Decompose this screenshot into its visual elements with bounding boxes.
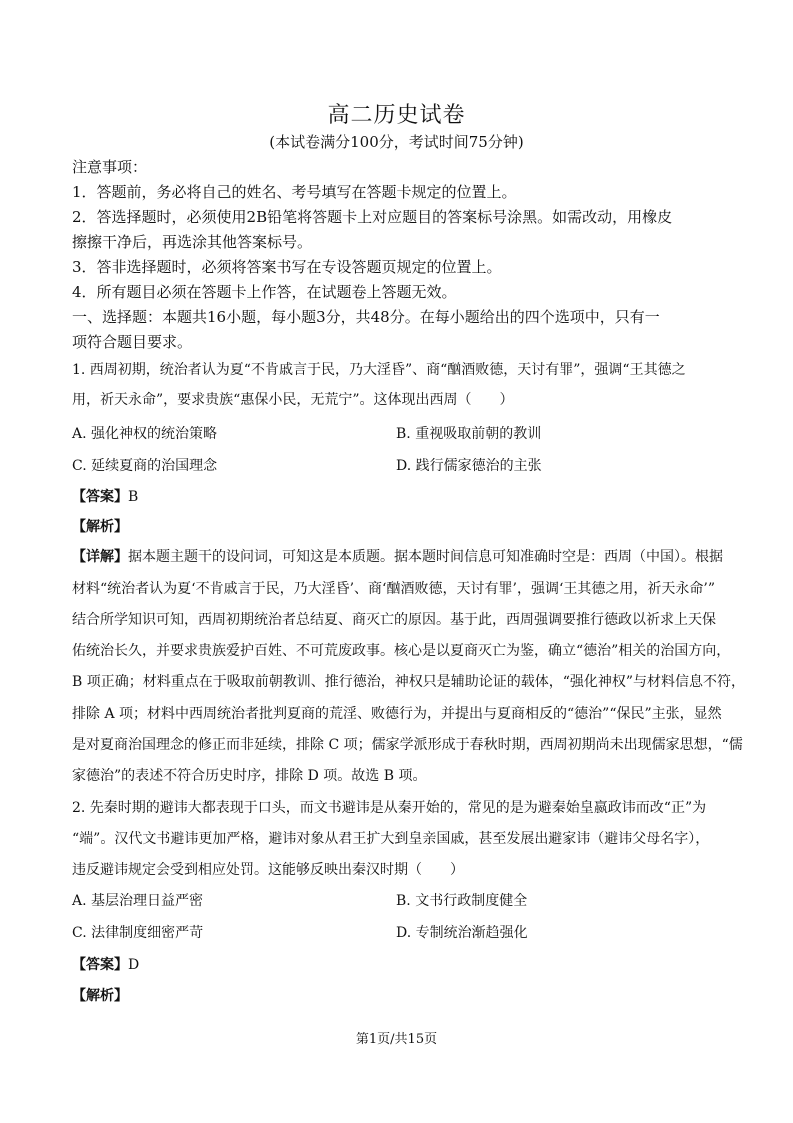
- exam-title: 高二历史试卷: [327, 103, 466, 128]
- q2-answer-value: D: [128, 957, 140, 973]
- q1-detail-tag: 【详解】: [72, 549, 128, 565]
- q1-answer: [72, 486, 138, 506]
- exam-subtitle: (本试卷满分100分，考试时间75分钟): [269, 133, 524, 151]
- q1-detail-line-3: 结合所学知识可知，西周初期统治者总结夏、商灭亡的原因。基于此，西周强调要推行德政以祈求上天保: [72, 612, 716, 628]
- section-heading: 一、选择题：本题共16小题，每小题3分，共48分。在每小题给出的四个选项中，只有一: [72, 308, 660, 326]
- q2-answer: [72, 954, 139, 974]
- notice-item-2: 2．答选择题时，必须使用2B铅笔将答题卡上对应题目的答案标号涂黑。如需改动，用橡皮: [72, 208, 673, 226]
- q1-detail-text-1: 据本题主题干的设问词，可知这是本质题。据本题时间信息可知准确时空是：西周（中国）。根据: [128, 549, 723, 565]
- q2-option-c: C. 法律制度细密严苛: [72, 925, 204, 941]
- q2-stem-line-1: 2. 先秦时期的避讳大都表现于口头，而文书避讳是从秦开始的，常见的是为避秦始皇嬴政讳而改“正”为: [72, 800, 707, 816]
- q2-option-d: D. 专制统治渐趋强化: [396, 925, 528, 941]
- q1-stem-line-2: 用，祈天永命”，要求贵族“惠保小民，无荒宁”。这体现出西周（ ）: [72, 392, 514, 408]
- q2-stem-line-2: “端”。汉代文书避讳更加严格，避讳对象从君王扩大到皇亲国戚，甚至发展出避家讳（避讳父母名字），: [72, 831, 710, 847]
- q2-answer-tag: 【答案】: [72, 957, 128, 973]
- q1-detail-line-5: B 项正确；材料重点在于吸取前朝教训、推行德治，神权只是辅助论证的载体，“强化神权”与材料信息不符，: [72, 674, 746, 690]
- q1-option-b: B. 重视吸取前朝的教训: [396, 426, 542, 442]
- q1-answer-value: B: [128, 489, 139, 505]
- q1-detail-line-7: 是对夏商治国理念的修正而非延续，排除 C 项；儒家学派形成于春秋时期，西周初期尚未出现儒家思想，“儒: [72, 737, 743, 753]
- section-heading-cont: 项符合题目要求。: [72, 333, 193, 351]
- q1-option-a: A. 强化神权的统治策略: [72, 426, 218, 442]
- q2-option-b: B. 文书行政制度健全: [396, 893, 528, 909]
- q1-answer-tag: 【答案】: [72, 489, 128, 505]
- notice-item-2-cont: 擦擦干净后，再选涂其他答案标号。: [72, 233, 313, 251]
- q2-analysis-tag: 【解析】: [72, 988, 128, 1004]
- q1-analysis-tag: 【解析】: [72, 519, 128, 535]
- q1-option-d: D. 践行儒家德治的主张: [396, 458, 542, 474]
- q2-stem-line-3: 违反避讳规定会受到相应处罚。这能够反映出秦汉时期（ ）: [72, 862, 464, 878]
- q1-detail-line-4: 佑统治长久，并要求贵族爱护百姓、不可荒废政事。核心是以夏商灭亡为鉴，确立“德治”相关的治国方向，: [72, 643, 731, 659]
- notice-item-4: 4．所有题目必须在答题卡上作答，在试题卷上答题无效。: [72, 283, 457, 301]
- notice-item-1: 1．答题前，务必将自己的姓名、考号填写在答题卡规定的位置上。: [72, 183, 517, 201]
- page-number: 第1页/共15页: [355, 1032, 438, 1047]
- notice-item-3: 3．答非选择题时，必须将答案书写在专设答题页规定的位置上。: [72, 258, 502, 276]
- q1-detail-line-2: 材料“统治者认为夏‘不肯戚言于民，乃大淫昏’、商‘酗酒败德，天讨有罪’，强调‘王其德之用，祈天永命’”: [72, 581, 716, 597]
- q1-stem-line-1: 1. 西周初期，统治者认为夏“不肯戚言于民，乃大淫昏”、商“酗酒败德，天讨有罪”，强调“王其德之: [72, 362, 686, 378]
- q2-option-a: A. 基层治理日益严密: [72, 893, 204, 909]
- notice-heading: 注意事项：: [72, 158, 148, 176]
- q1-detail-line-1: [72, 546, 732, 566]
- q1-detail-line-6: 排除 A 项；材料中西周统治者批判夏商的荒淫、败德行为，并提出与夏商相反的“德治”“保民”主张，显然: [72, 706, 722, 722]
- q1-option-c: C. 延续夏商的治国理念: [72, 458, 218, 474]
- q1-detail-line-8: 家德治”的表述不符合历史时序，排除 D 项。故选 B 项。: [72, 768, 427, 784]
